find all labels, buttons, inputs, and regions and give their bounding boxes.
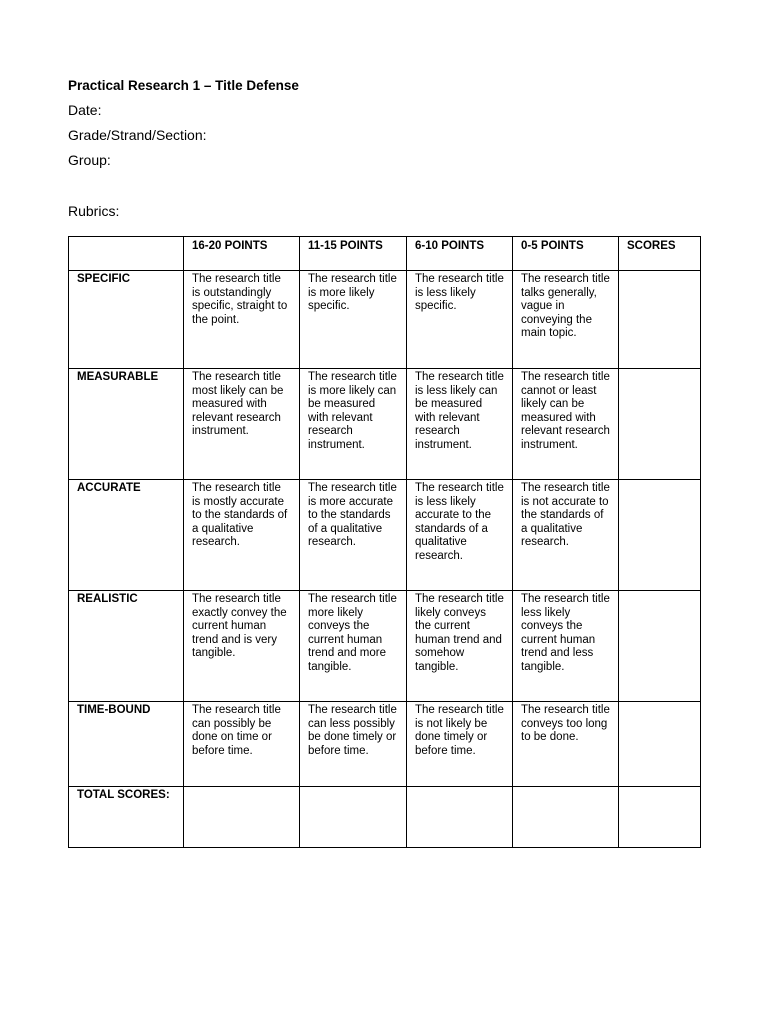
rubric-row-measurable [69,369,701,480]
descriptor-16-20: The research title can possibly be done on time or before time. [184,702,300,787]
criterion-label: SPECIFIC [69,271,184,369]
descriptor-6-10: The research title likely conveys the current human trend and somehow tangible. [407,591,513,702]
criterion-label: REALISTIC [69,591,184,702]
total-cell [407,787,513,848]
descriptor-0-5: The research title is not accurate to the standards of a qualitative research. [513,480,619,591]
descriptor-11-15: The research title is more likely specific. [300,271,407,369]
criterion-label: ACCURATE [69,480,184,591]
score-cell [619,271,701,369]
descriptor-16-20: The research title is outstandingly specific, straight to the point. [184,271,300,369]
total-scores-label: TOTAL SCORES: [69,787,184,848]
rubric-row-specific [69,271,701,369]
descriptor-6-10: The research title is less likely specific. [407,271,513,369]
total-cell [184,787,300,848]
document-title: Practical Research 1 – Title Defense [68,78,299,93]
rubric-row-realistic [69,591,701,702]
total-score-cell [619,787,701,848]
header-6-10-points: 6-10 POINTS [407,237,513,271]
descriptor-16-20: The research title most likely can be measured with relevant research instrument. [184,369,300,480]
descriptor-6-10: The research title is less likely can be measured with relevant research instrument. [407,369,513,480]
descriptor-0-5: The research title talks generally, vague in conveying the main topic. [513,271,619,369]
rubric-row-accurate [69,480,701,591]
score-cell [619,702,701,787]
criterion-label: TIME-BOUND [69,702,184,787]
group-label: Group: [68,152,111,168]
header-11-15-points: 11-15 POINTS [300,237,407,271]
descriptor-0-5: The research title conveys too long to be done. [513,702,619,787]
score-cell [619,591,701,702]
descriptor-11-15: The research title can less possibly be done timely or before time. [300,702,407,787]
descriptor-6-10: The research title is less likely accurate to the standards of a qualitative research. [407,480,513,591]
rubric-header-row [69,237,701,271]
descriptor-11-15: The research title more likely conveys the current human trend and more tangible. [300,591,407,702]
rubric-row-total-scores [69,787,701,848]
header-scores: SCORES [619,237,701,271]
rubric-row-time-bound [69,702,701,787]
grade-strand-section-label: Grade/Strand/Section: [68,127,207,143]
descriptor-0-5: The research title less likely conveys the current human trend and less tangible. [513,591,619,702]
rubric-table [68,236,701,848]
score-cell [619,369,701,480]
total-cell [513,787,619,848]
descriptor-11-15: The research title is more likely can be measured with relevant research instrument. [300,369,407,480]
score-cell [619,480,701,591]
rubrics-label: Rubrics: [68,203,120,219]
descriptor-16-20: The research title exactly convey the current human trend and is very tangible. [184,591,300,702]
date-label: Date: [68,102,102,118]
descriptor-0-5: The research title cannot or least likely can be measured with relevant research instrument. [513,369,619,480]
header-16-20-points: 16-20 POINTS [184,237,300,271]
header-criterion [69,237,184,271]
total-cell [300,787,407,848]
header-0-5-points: 0-5 POINTS [513,237,619,271]
descriptor-16-20: The research title is mostly accurate to the standards of a qualitative research. [184,480,300,591]
descriptor-11-15: The research title is more accurate to the standards of a qualitative research. [300,480,407,591]
descriptor-6-10: The research title is not likely be done timely or before time. [407,702,513,787]
criterion-label: MEASURABLE [69,369,184,480]
